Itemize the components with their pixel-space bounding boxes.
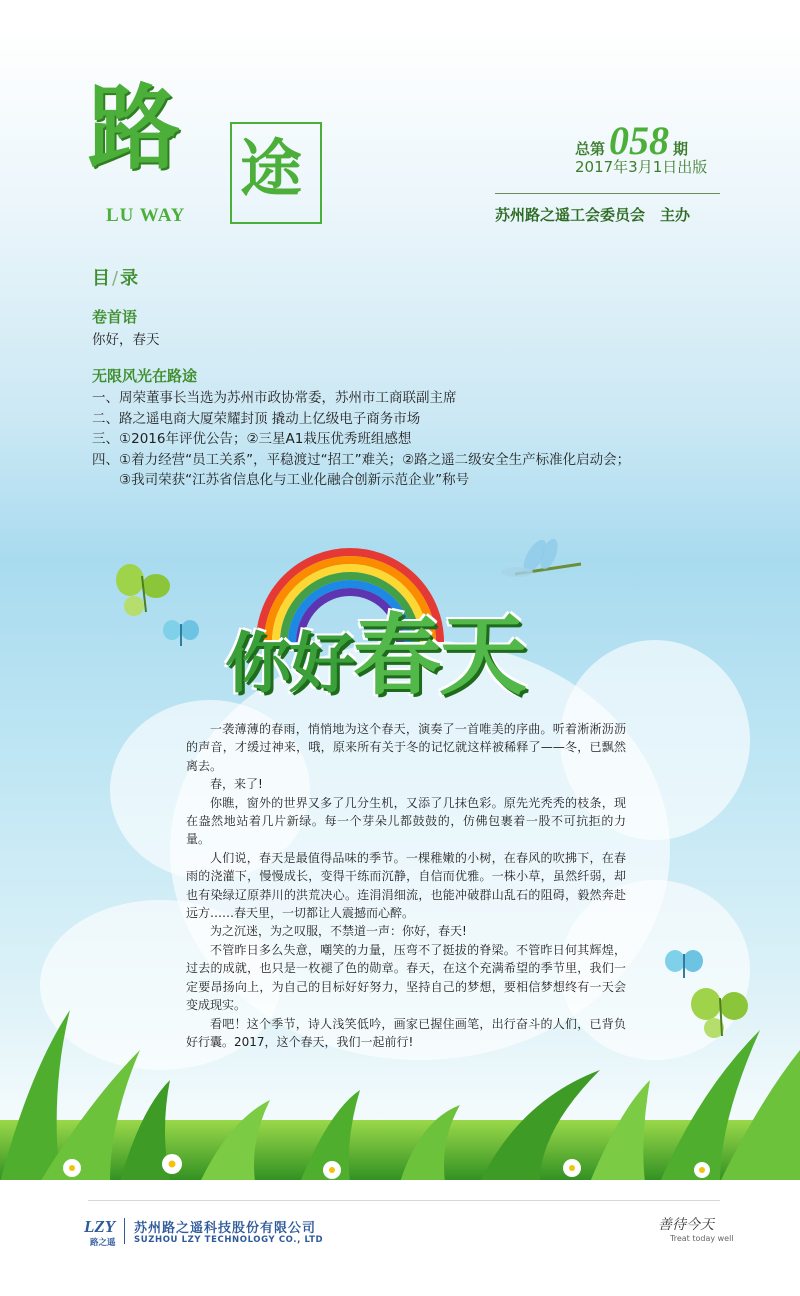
grass-icon [0,1010,800,1182]
section-title: 卷首语 [92,308,138,326]
section-title: 无限风光在路途 [92,367,198,385]
company-logo: LZY [84,1217,116,1236]
issue-suffix: 期 [673,140,689,158]
motto-english: Treat today well [670,1234,734,1243]
toc-item: 一、周荣董事长当选为苏州市政协常委，苏州市工商联副主席 [92,390,457,406]
toc-title-separator: / [112,268,119,289]
publish-date: 2017年3月1日出版 [575,158,708,176]
butterfly-icon [664,948,704,982]
feature-article [186,720,626,1051]
toc-item: 三、①2016年评优公告；②三星A1栽压优秀班组感想 [92,431,412,447]
article-paragraph: 不管昨日多么失意，嘲笑的力量，压弯不了挺拔的脊梁。不管昨日何其辉煌，过去的成就，也只是一枚褪了色的勋章。春天，在这个充满希望的季节里，我们一定要昂扬向上，为自己的目标好好努力，坚持自己的梦想，要相信梦想终有一天会变成现实。 [186,942,626,1013]
butterfly-icon [112,562,174,622]
issue-prefix: 总第 [575,140,606,158]
feature-heading [225,586,525,712]
feature-heading-big: 春天 [353,604,526,707]
company-name-en: SUZHOU LZY TECHNOLOGY CO., LTD [134,1235,324,1245]
footer-separator [124,1218,125,1244]
toc-item: 你好，春天 [92,332,160,348]
host-organization: 苏州路之遥工会委员会 主办 [495,206,691,224]
company-logo-sub: 路之遥 [90,1238,116,1248]
toc-item: 二、路之遥电商大厦荣耀封顶 撬动上亿级电子商务市场 [92,410,421,427]
logo-character-tu: 途 [240,132,303,205]
logo-character-lu: 路 [88,74,177,182]
motto: 善待今天 [658,1217,714,1233]
issue-value: 058 [609,118,670,163]
article-paragraph: 一袭薄薄的春雨，悄悄地为这个春天，演奏了一首唯美的序曲。听着淅淅沥沥的声音，才缓过神来，哦，原来所有关于冬的记忆就这样被稀释了——冬，已飘然离去。 [186,722,626,773]
footer-divider [88,1200,720,1201]
article-paragraph: 为之沉迷，为之叹服，不禁道一声：你好，春天! [210,924,467,939]
logo-english: LU WAY [106,205,186,226]
toc-title-char: 录 [120,268,139,289]
article-paragraph: 春，来了! [210,777,263,792]
feature-heading-small: 你好 [225,625,353,702]
toc-item: ③我司荣获“江苏省信息化与工业化融合创新示范企业”称号 [119,472,470,488]
toc-list [92,388,630,491]
article-paragraph: 人们说，春天是最值得品味的季节。一棵稚嫩的小树，在春风的吹拂下，在春雨的浇灌下，慢慢成长，变得干练而沉静，自信而优雅。一株小草，虽然纤弱，却也有染绿辽原莽川的洪荒决心。连涓涓细流，也能冲破群山乱石的阻碍，毅然奔赴远方……春天里，一切都让人震撼而心醉。 [186,850,626,921]
toc-item: 四、①着力经营“员工关系”，平稳渡过“招工”难关；②路之遥二级安全生产标准化启动会； [92,451,631,468]
toc-title [92,264,138,290]
butterfly-icon [162,618,200,650]
dragonfly-icon [495,536,585,586]
article-paragraph: 看吧！这个季节，诗人浅笑低吟，画家已握住画笔，出行奋斗的人们，已背负好行囊。2017，这个春天，我们一起前行! [186,1016,626,1049]
divider [495,193,720,194]
toc-title-char: 目 [92,268,110,289]
article-paragraph: 你瞧，窗外的世界又多了几分生机，又添了几抹色彩。原先光秃秃的枝条，现在盎然地站着几片新绿。每一个芽朵儿都鼓鼓的，仿佛包裹着一股不可抗拒的力量。 [186,795,626,847]
company-name-cn: 苏州路之遥科技股份有限公司 [134,1221,317,1236]
